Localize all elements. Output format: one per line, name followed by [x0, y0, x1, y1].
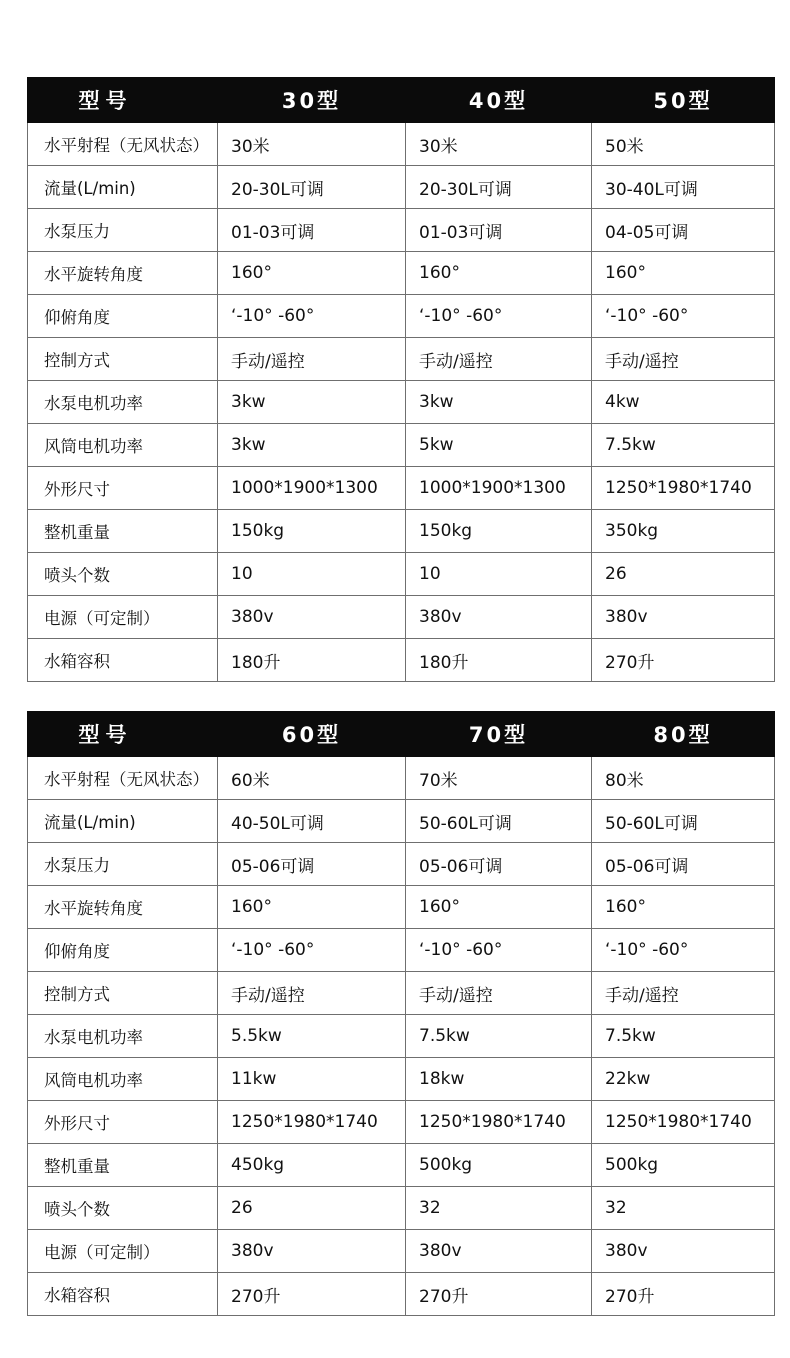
spec-value-cell: 380v: [406, 1230, 592, 1273]
spec-value-cell: 1000*1900*1300: [406, 467, 592, 510]
spec-label-cell: 整机重量: [28, 1144, 218, 1187]
table-row: [28, 1230, 775, 1273]
spec-label-cell: 控制方式: [28, 338, 218, 381]
spec-value-cell: 180升: [218, 639, 406, 682]
spec-value-cell: 10: [406, 553, 592, 596]
table-row: [28, 381, 775, 424]
spec-value-cell: ‘-10° -60°: [592, 295, 775, 338]
spec-label-cell: 流量(L/min): [28, 166, 218, 209]
spec-value-cell: 手动/遥控: [406, 972, 592, 1015]
spec-value-cell: 1000*1900*1300: [218, 467, 406, 510]
spec-label-cell: 水平射程（无风状态）: [28, 757, 218, 800]
spec-value-cell: 1250*1980*1740: [406, 1101, 592, 1144]
spec-value-cell: 1250*1980*1740: [218, 1101, 406, 1144]
spec-label-cell: 水泵电机功率: [28, 1015, 218, 1058]
table-row: [28, 800, 775, 843]
spec-value-cell: 1250*1980*1740: [592, 1101, 775, 1144]
spec-value-cell: 3kw: [406, 381, 592, 424]
table-header-row: [28, 78, 775, 123]
table-row: [28, 1015, 775, 1058]
spec-label-cell: 水泵压力: [28, 843, 218, 886]
table-row: [28, 209, 775, 252]
spec-value-cell: 40-50L可调: [218, 800, 406, 843]
spec-value-cell: 150kg: [406, 510, 592, 553]
spec-value-cell: 30米: [218, 123, 406, 166]
spec-value-cell: 32: [406, 1187, 592, 1230]
table-row: [28, 424, 775, 467]
table-row: [28, 166, 775, 209]
spec-label-cell: 仰俯角度: [28, 295, 218, 338]
spec-value-cell: 380v: [218, 596, 406, 639]
spec-value-cell: 160°: [592, 252, 775, 295]
spec-value-cell: 150kg: [218, 510, 406, 553]
spec-label-cell: 水平射程（无风状态）: [28, 123, 218, 166]
spec-value-cell: 手动/遥控: [592, 972, 775, 1015]
spec-label-cell: 整机重量: [28, 510, 218, 553]
spec-value-cell: 05-06可调: [406, 843, 592, 886]
spec-value-cell: ‘-10° -60°: [406, 295, 592, 338]
spec-value-cell: 270升: [406, 1273, 592, 1316]
spec-value-cell: 1250*1980*1740: [592, 467, 775, 510]
spec-value-cell: 180升: [406, 639, 592, 682]
spec-value-cell: 160°: [218, 252, 406, 295]
spec-value-cell: 350kg: [592, 510, 775, 553]
spec-value-cell: 270升: [592, 639, 775, 682]
spec-label-cell: 水平旋转角度: [28, 252, 218, 295]
table-row: [28, 886, 775, 929]
spec-label-cell: 仰俯角度: [28, 929, 218, 972]
spec-value-cell: 60米: [218, 757, 406, 800]
header-label: 型号: [28, 712, 218, 757]
spec-value-cell: 32: [592, 1187, 775, 1230]
table-row: [28, 467, 775, 510]
spec-label-cell: 水箱容积: [28, 1273, 218, 1316]
spec-value-cell: 手动/遥控: [406, 338, 592, 381]
header-model: 80型: [592, 712, 775, 757]
header-model: 70型: [406, 712, 592, 757]
spec-value-cell: 380v: [406, 596, 592, 639]
table-body: [28, 123, 775, 682]
spec-value-cell: 380v: [592, 1230, 775, 1273]
table-row: [28, 553, 775, 596]
spec-label-cell: 喷头个数: [28, 1187, 218, 1230]
header-label: 型号: [28, 78, 218, 123]
spec-label-cell: 外形尺寸: [28, 467, 218, 510]
spec-value-cell: 7.5kw: [592, 1015, 775, 1058]
spec-value-cell: 160°: [406, 252, 592, 295]
spec-label-cell: 喷头个数: [28, 553, 218, 596]
spec-value-cell: 50-60L可调: [406, 800, 592, 843]
spec-value-cell: 270升: [592, 1273, 775, 1316]
spec-value-cell: 18kw: [406, 1058, 592, 1101]
spec-value-cell: 80米: [592, 757, 775, 800]
spec-value-cell: 04-05可调: [592, 209, 775, 252]
spec-value-cell: 26: [592, 553, 775, 596]
table-row: [28, 123, 775, 166]
spec-label-cell: 水箱容积: [28, 639, 218, 682]
spec-value-cell: 20-30L可调: [406, 166, 592, 209]
spec-value-cell: 270升: [218, 1273, 406, 1316]
spec-value-cell: 30米: [406, 123, 592, 166]
spec-value-cell: ‘-10° -60°: [406, 929, 592, 972]
spec-value-cell: 01-03可调: [406, 209, 592, 252]
spec-label-cell: 水泵压力: [28, 209, 218, 252]
spec-value-cell: ‘-10° -60°: [218, 295, 406, 338]
spec-table-2: [27, 711, 775, 1316]
table-row: [28, 972, 775, 1015]
table-row: [28, 596, 775, 639]
table-row: [28, 639, 775, 682]
table-row: [28, 1058, 775, 1101]
spec-value-cell: 50米: [592, 123, 775, 166]
spec-value-cell: 4kw: [592, 381, 775, 424]
spec-value-cell: 7.5kw: [406, 1015, 592, 1058]
spec-table-1: [27, 77, 775, 682]
table-row: [28, 757, 775, 800]
spec-value-cell: 10: [218, 553, 406, 596]
table-row: [28, 295, 775, 338]
table-row: [28, 1101, 775, 1144]
spec-value-cell: 7.5kw: [592, 424, 775, 467]
spec-value-cell: 380v: [592, 596, 775, 639]
spec-value-cell: 手动/遥控: [218, 338, 406, 381]
spec-value-cell: ‘-10° -60°: [592, 929, 775, 972]
spec-value-cell: 50-60L可调: [592, 800, 775, 843]
spec-value-cell: 20-30L可调: [218, 166, 406, 209]
spec-label-cell: 水平旋转角度: [28, 886, 218, 929]
spec-value-cell: 500kg: [406, 1144, 592, 1187]
spec-value-cell: 160°: [406, 886, 592, 929]
spec-value-cell: 5kw: [406, 424, 592, 467]
spec-value-cell: 05-06可调: [218, 843, 406, 886]
table-row: [28, 843, 775, 886]
header-model: 40型: [406, 78, 592, 123]
table-row: [28, 252, 775, 295]
spec-label-cell: 控制方式: [28, 972, 218, 1015]
spec-value-cell: 11kw: [218, 1058, 406, 1101]
table-row: [28, 1144, 775, 1187]
spec-label-cell: 水泵电机功率: [28, 381, 218, 424]
table-header-row: [28, 712, 775, 757]
spec-value-cell: 22kw: [592, 1058, 775, 1101]
spec-value-cell: 500kg: [592, 1144, 775, 1187]
spec-label-cell: 电源（可定制）: [28, 1230, 218, 1273]
header-model: 60型: [218, 712, 406, 757]
spec-value-cell: ‘-10° -60°: [218, 929, 406, 972]
spec-value-cell: 70米: [406, 757, 592, 800]
spec-label-cell: 流量(L/min): [28, 800, 218, 843]
table-row: [28, 338, 775, 381]
header-model: 50型: [592, 78, 775, 123]
spec-value-cell: 3kw: [218, 424, 406, 467]
spec-value-cell: 手动/遥控: [218, 972, 406, 1015]
table-row: [28, 510, 775, 553]
spec-value-cell: 160°: [592, 886, 775, 929]
spec-label-cell: 风筒电机功率: [28, 424, 218, 467]
spec-value-cell: 26: [218, 1187, 406, 1230]
table-row: [28, 1187, 775, 1230]
table-row: [28, 1273, 775, 1316]
spec-value-cell: 5.5kw: [218, 1015, 406, 1058]
spec-label-cell: 风筒电机功率: [28, 1058, 218, 1101]
spec-value-cell: 450kg: [218, 1144, 406, 1187]
spec-value-cell: 3kw: [218, 381, 406, 424]
spec-label-cell: 外形尺寸: [28, 1101, 218, 1144]
spec-value-cell: 160°: [218, 886, 406, 929]
spec-value-cell: 05-06可调: [592, 843, 775, 886]
spec-value-cell: 380v: [218, 1230, 406, 1273]
table-body: [28, 757, 775, 1316]
table-row: [28, 929, 775, 972]
spec-value-cell: 30-40L可调: [592, 166, 775, 209]
spec-value-cell: 01-03可调: [218, 209, 406, 252]
spec-value-cell: 手动/遥控: [592, 338, 775, 381]
spec-label-cell: 电源（可定制）: [28, 596, 218, 639]
header-model: 30型: [218, 78, 406, 123]
